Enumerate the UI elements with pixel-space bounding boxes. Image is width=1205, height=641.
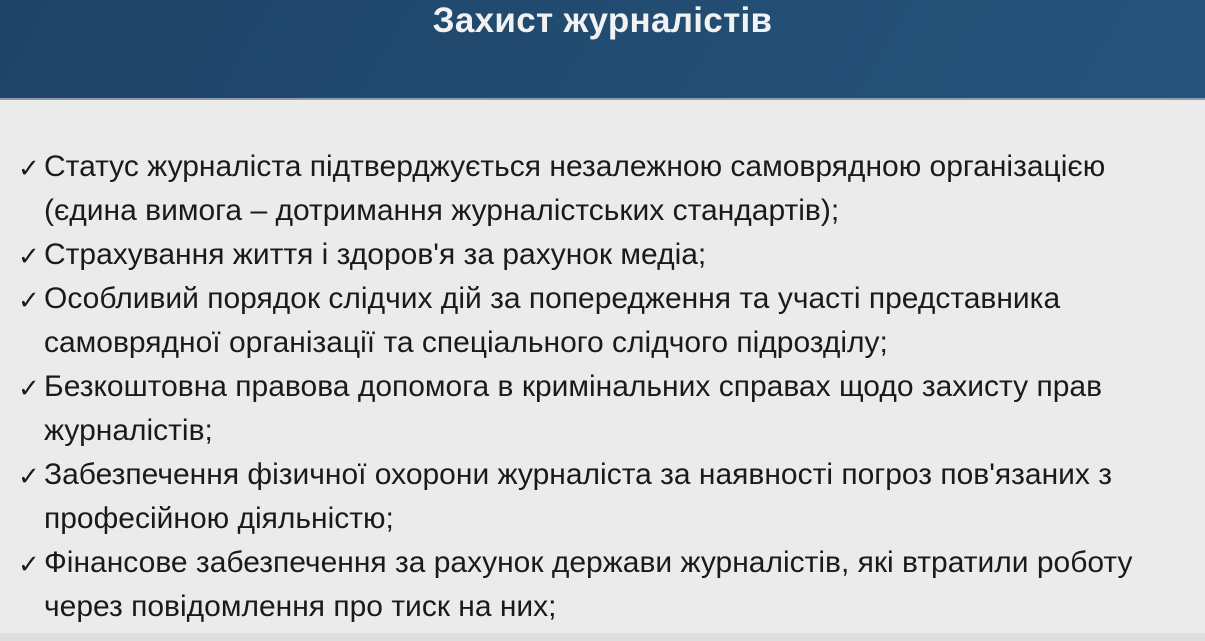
checkmark-icon: ✓ xyxy=(18,153,40,183)
slide-title: Захист журналістів xyxy=(432,1,773,40)
bullet-text: Безкоштовна правова допомога в кримінальних справах щодо захисту прав журналістів; xyxy=(44,370,1103,447)
bullet-text: Фінансове забезпечення за рахунок держави журналістів, які втратили роботу через повідомлення про тиск на них; xyxy=(44,546,1133,623)
bullet-item xyxy=(18,233,1167,277)
bullet-item xyxy=(18,145,1167,233)
slide-body xyxy=(0,100,1205,629)
bullet-text: Страхування життя і здоров'я за рахунок медіа; xyxy=(44,238,707,271)
checkmark-icon: ✓ xyxy=(18,241,40,271)
slide-header xyxy=(0,0,1205,100)
bullet-text: Особливий порядок слідчих дій за попередження та участі представника самоврядної організації та спеціального слідчого підрозділу; xyxy=(44,282,1061,359)
bullet-item xyxy=(18,365,1167,453)
bullet-item xyxy=(18,541,1167,629)
checkmark-icon: ✓ xyxy=(18,461,40,491)
checkmark-icon: ✓ xyxy=(18,549,40,579)
bullet-list xyxy=(18,145,1167,629)
bottom-strip xyxy=(0,633,1205,641)
bullet-text: Забезпечення фізичної охорони журналіста за наявності погроз пов'язаних з професійною діяльністю; xyxy=(44,458,1113,535)
checkmark-icon: ✓ xyxy=(18,285,40,315)
bullet-text: Статус журналіста підтверджується незалежною самоврядною організацією (єдина вимога – дотримання журналістських стандартів); xyxy=(44,150,1106,227)
bullet-item xyxy=(18,453,1167,541)
bullet-item xyxy=(18,277,1167,365)
checkmark-icon: ✓ xyxy=(18,373,40,403)
